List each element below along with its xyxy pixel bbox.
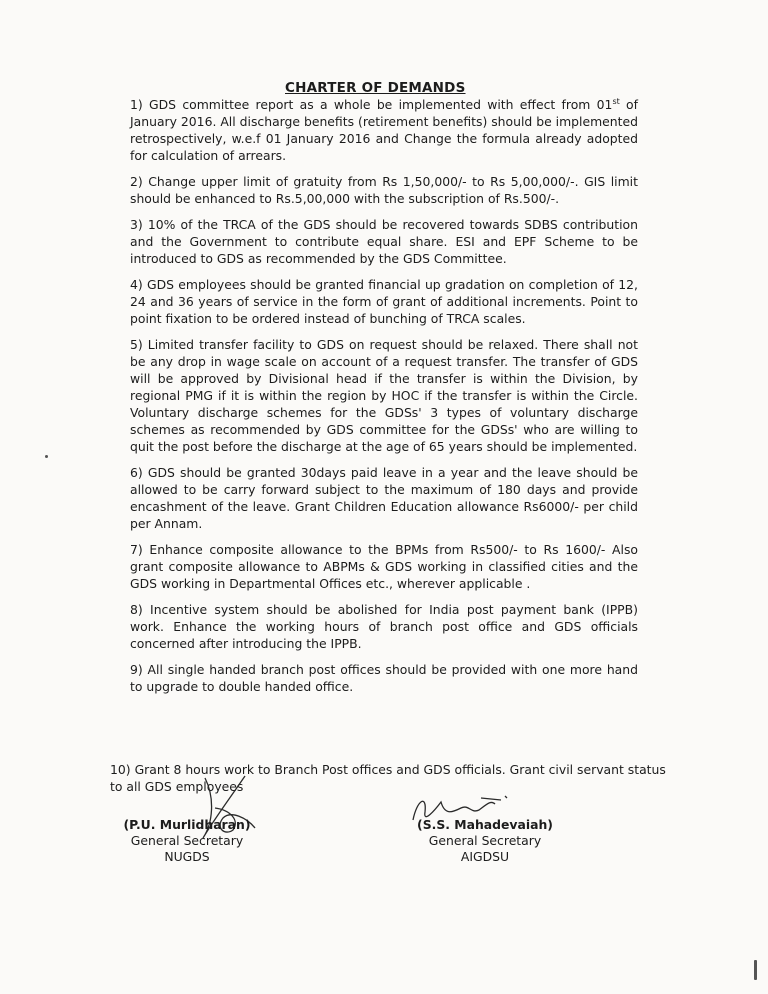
demand-item: 4) GDS employees should be granted financial up gradation on completion of 12, 24 and 36 years of service in the form of grant of additional increments. Point to point fixation to be ordered instead of bunching of TRCA scales. <box>130 277 638 326</box>
signatory-org: NUGDS <box>164 849 210 864</box>
signatory-right <box>400 817 570 865</box>
demand-item-10: 10) Grant 8 hours work to Branch Post offices and GDS officials. Grant civil servant status to all GDS employees <box>110 762 666 794</box>
scan-speck <box>754 960 757 980</box>
signatory-name: (P.U. Murlidharan) <box>123 817 251 832</box>
signatory-org: AIGDSU <box>460 849 510 864</box>
signatory-left <box>92 817 282 865</box>
demand-item: 9) All single handed branch post offices should be provided with one more hand to upgrade to double handed office. <box>130 662 638 694</box>
demand-item: 7) Enhance composite allowance to the BPMs from Rs500/- to Rs 1600/- Also grant composite allowance to ABPMs & GDS working in classified cities and the GDS working in Departmental Offices etc., wherever applicable . <box>130 542 638 591</box>
signatory-role: General Secretary <box>428 833 542 848</box>
demand-item: 8) Incentive system should be abolished for India post payment bank (IPPB) work. Enhance the working hours of branch post office and GDS officials concerned after introducing the IPPB. <box>130 602 638 651</box>
demand-item: 1) GDS committee report as a whole be implemented with effect from 01st of January 2016. All discharge benefits (retirement benefits) should be implemented retrospectively, w.e.f 01 January 2016 and Change the formula already adopted for calculation of arrears. <box>130 96 638 163</box>
demands-list <box>130 96 638 704</box>
signatory-role: General Secretary <box>130 833 244 848</box>
demand-item: 2) Change upper limit of gratuity from Rs 1,50,000/- to Rs 5,00,000/-. GIS limit should be enhanced to Rs.5,00,000 with the subscription of Rs.500/-. <box>130 174 638 206</box>
demand-item: 5) Limited transfer facility to GDS on request should be relaxed. There shall not be any drop in wage scale on account of a request transfer. The transfer of GDS will be approved by Divisional head if the transfer is within the Division, by regional PMG if it is within the region by HOC if the transfer is within the Circle. Voluntary discharge schemes for the GDSs' 3 types of voluntary discharge schemes as recommended by GDS committee for the GDSs' who are willing to quit the post before the discharge at the age of 65 years should be implemented. <box>130 337 638 454</box>
demand-item: 3) 10% of the TRCA of the GDS should be recovered towards SDBS contribution and the Government to contribute equal share. ESI and EPF Scheme to be introduced to GDS as recommended by the GDS Committee. <box>130 217 638 266</box>
signatory-name: (S.S. Mahadevaiah) <box>417 817 553 832</box>
scan-speck <box>45 455 48 458</box>
demand-item: 6) GDS should be granted 30days paid leave in a year and the leave should be allowed to be carry forward subject to the maximum of 180 days and provide encashment of the leave. Grant Children Education allowance Rs6000/- per child per Annam. <box>130 465 638 531</box>
document-title: CHARTER OF DEMANDS <box>285 80 466 96</box>
